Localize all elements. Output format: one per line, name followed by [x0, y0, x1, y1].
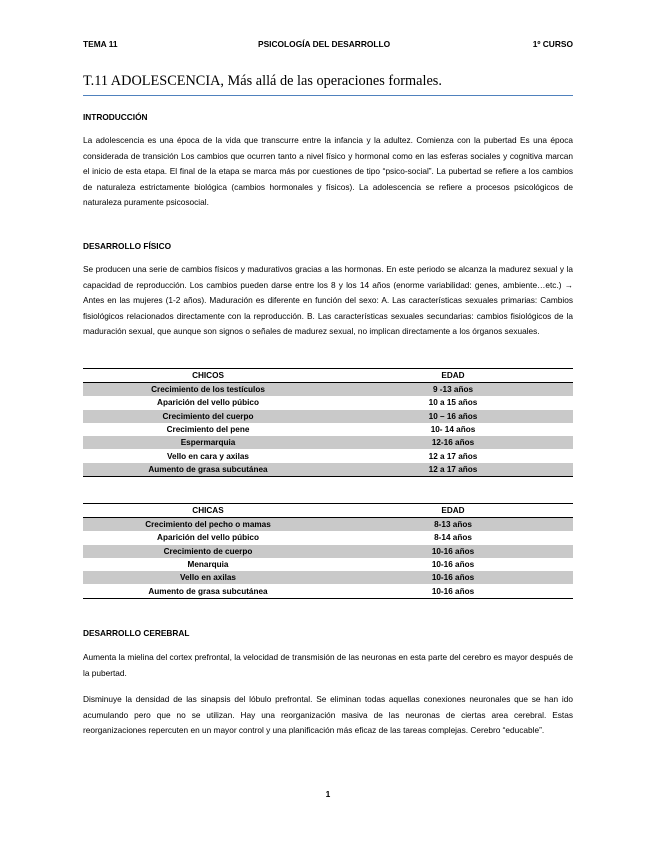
table-cell-item: Vello en axilas: [83, 571, 333, 584]
boys-age-header: EDAD: [333, 369, 573, 383]
table-row: [83, 449, 573, 462]
physical-paragraph: Se producen una serie de cambios físicos y madurativos gracias a las hormonas. En este periodo se alcanza la madurez sexual y la capacidad de reproducción. Los cambios pueden darse entre los 8 y los 14 años (enorme variabilidad: genes, ambiente…etc.) → Antes en las mujeres (1-2 años). Maduración es diferente en función del sexo: A. Las características sexuales primarias: Cambios fisiológicos relacionados directamente con la reproducción. B. Las características sexuales secundarias: cambios fisiológicos de la maduración sexual, que aunque son signos o señales de madurez sexual, no implican directamente a los órganos sexuales.: [83, 264, 573, 337]
table-cell-item: Crecimiento del pecho o mamas: [83, 518, 333, 532]
table-cell-age: 10-16 años: [333, 571, 573, 584]
header-subject: PSICOLOGÍA DEL DESARROLLO: [258, 39, 391, 49]
table-row: [83, 584, 573, 598]
header-topic: TEMA 11: [83, 39, 118, 49]
table-cell-item: Espermarquia: [83, 436, 333, 449]
table-row: [83, 423, 573, 436]
table-cell-item: Aumento de grasa subcutánea: [83, 463, 333, 477]
table-row: [83, 531, 573, 544]
table-cell-age: 12-16 años: [333, 436, 573, 449]
table-cell-item: Aparición del vello púbico: [157, 533, 259, 543]
intro-paragraph: La adolescencia es una época de la vida que transcurre entre la infancia y la adultez. Comienza con la pubertad Es una época considerada de transición Los cambios que ocurren tanto a nivel físico y hormonal como en las esferas sociales y cognitiva marcan el inicio de esta etapa. El final de la etapa se marca más por cuestiones de tipo “psico-social”. La pubertad se refiere a los cambios de naturaleza estrictamente biológica (cambios hormonales y físicos). La adolescencia se refiere a procesos psicológicos de naturaleza puramente psicosocial.: [83, 135, 573, 208]
table-cell-item: Crecimiento de los testículos: [83, 383, 333, 397]
document-title: T.11 ADOLESCENCIA, Más allá de las operaciones formales.: [83, 73, 573, 96]
header-course: 1º CURSO: [532, 39, 573, 49]
table-cell-age: 10-16 años: [333, 545, 573, 558]
boys-col-header: CHICOS: [83, 369, 333, 383]
table-row: [83, 383, 573, 397]
girls-development-table: [83, 503, 573, 599]
table-cell-age: 12 a 17 años: [428, 451, 478, 461]
table-row: [83, 410, 573, 423]
table-row: [83, 436, 573, 449]
section-heading-physical: DESARROLLO FÍSICO: [83, 241, 172, 251]
table-cell-age: 10-16 años: [431, 560, 475, 570]
section-heading-intro: INTRODUCCIÓN: [83, 112, 148, 122]
table-cell-age: 10 – 16 años: [333, 410, 573, 423]
girls-col-header: CHICAS: [83, 504, 333, 518]
table-row: [83, 463, 573, 477]
brain-paragraph-1: Aumenta la mielina del cortex prefrontal, la velocidad de transmisión de las neuronas en esta parte del cerebro es mayor después de la pubertad.: [83, 652, 573, 678]
section-heading-brain: DESARROLLO CEREBRAL: [83, 628, 190, 638]
brain-paragraph-2: Disminuye la densidad de las sinapsis del lóbulo prefrontal. Se eliminan todas aquellas conexiones neuronales que se han ido acumulando pero que no se utilizan. Hay una reorganización masiva de las neuronas de ciertas area cerebral. Estas reorganizaciones repercuten en un mayor control y una planificación más eficaz de las tareas complejas. Cerebro “educable”.: [83, 694, 573, 736]
table-cell-age: 9 -13 años: [333, 383, 573, 397]
table-cell-age: 10- 14 años: [430, 425, 476, 435]
table-row: [83, 396, 573, 409]
table-cell-item: Crecimiento del cuerpo: [83, 410, 333, 423]
table-cell-item: Aparición del vello púbico: [157, 398, 259, 408]
table-cell-item: Crecimiento de cuerpo: [83, 545, 333, 558]
page-number: 1: [325, 789, 331, 799]
table-row: [83, 558, 573, 571]
boys-development-table: [83, 368, 573, 477]
table-cell-age: 12 a 17 años: [333, 463, 573, 477]
table-row: [83, 545, 573, 558]
table-cell-item: Aumento de grasa subcutánea: [83, 584, 333, 598]
girls-age-header: EDAD: [333, 504, 573, 518]
table-row: [83, 571, 573, 584]
table-cell-age: 10 a 15 años: [428, 398, 478, 408]
table-cell-age: 8-13 años: [333, 518, 573, 532]
table-cell-item: Crecimiento del pene: [166, 425, 250, 435]
table-cell-age: 10-16 años: [333, 584, 573, 598]
table-cell-item: Menarquia: [187, 560, 229, 570]
table-cell-age: 8-14 años: [434, 533, 472, 543]
table-cell-item: Vello en cara y axilas: [167, 451, 249, 461]
table-row: [83, 518, 573, 532]
